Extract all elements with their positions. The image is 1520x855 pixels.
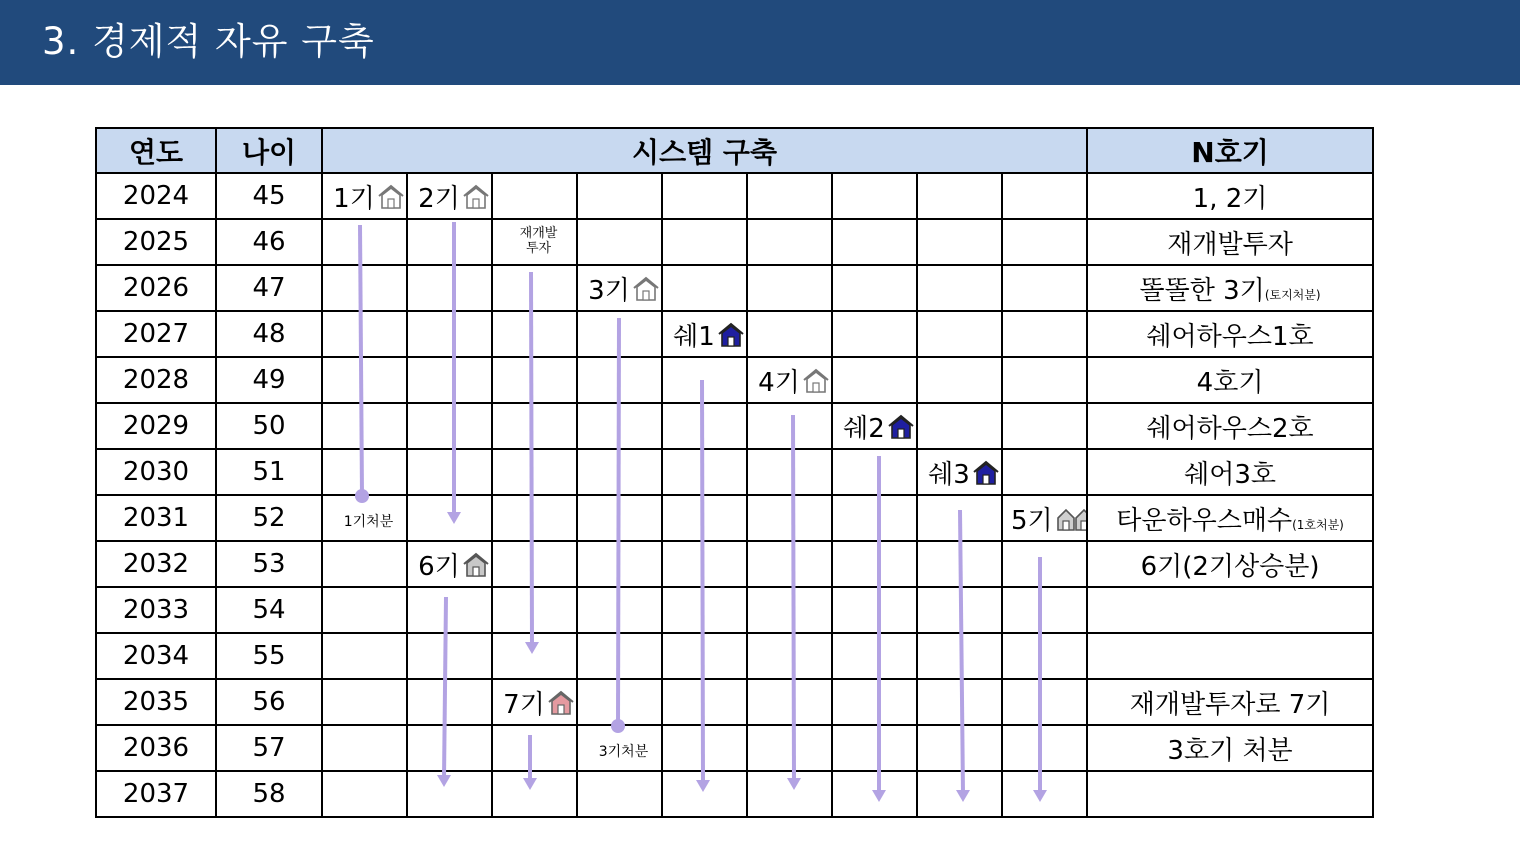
nth-cell xyxy=(1087,771,1373,817)
house-outline-icon xyxy=(803,365,829,395)
system-cell xyxy=(832,679,917,725)
system-cell xyxy=(322,311,407,357)
system-cell xyxy=(322,219,407,265)
system-cell xyxy=(322,173,407,219)
system-cell xyxy=(492,725,577,771)
header-age: 나이 xyxy=(216,128,322,173)
system-cell xyxy=(322,265,407,311)
share2-tag xyxy=(843,408,914,445)
header-year: 연도 xyxy=(96,128,216,173)
system-cell xyxy=(577,173,662,219)
system-cell xyxy=(662,403,747,449)
nth-cell xyxy=(1087,357,1373,403)
unit2-tag-label: 2기 xyxy=(418,183,460,214)
system-cell xyxy=(917,633,1002,679)
table-row xyxy=(96,541,1373,587)
system-cell xyxy=(832,633,917,679)
system-cell xyxy=(1002,587,1087,633)
system-cell xyxy=(577,725,662,771)
nth-cell xyxy=(1087,587,1373,633)
system-cell xyxy=(492,357,577,403)
header-system: 시스템 구축 xyxy=(322,128,1087,173)
system-cell xyxy=(492,587,577,633)
system-cell xyxy=(577,311,662,357)
nth-text: 3호기 처분 xyxy=(1167,735,1293,766)
system-cell xyxy=(747,403,832,449)
unit3-tag xyxy=(588,270,659,307)
year-cell: 2036 xyxy=(96,725,216,771)
system-cell xyxy=(1002,679,1087,725)
system-cell xyxy=(917,173,1002,219)
system-cell xyxy=(407,495,492,541)
table-row xyxy=(96,449,1373,495)
schedule-table-container xyxy=(95,127,1371,811)
table-row xyxy=(96,357,1373,403)
system-cell xyxy=(662,541,747,587)
unit5-tag xyxy=(1011,500,1087,537)
system-cell xyxy=(1002,725,1087,771)
table-row xyxy=(96,771,1373,817)
system-cell xyxy=(492,679,577,725)
system-cell xyxy=(492,403,577,449)
system-cell xyxy=(832,265,917,311)
system-cell xyxy=(747,357,832,403)
system-cell xyxy=(577,357,662,403)
table-header-row xyxy=(96,128,1373,173)
house-pink-icon xyxy=(548,687,574,717)
system-cell xyxy=(577,403,662,449)
system-cell xyxy=(662,587,747,633)
system-cell xyxy=(322,495,407,541)
nth-text: 쉐어하우스1호 xyxy=(1146,321,1314,352)
header-nth: N호기 xyxy=(1087,128,1373,173)
system-cell xyxy=(577,495,662,541)
system-cell xyxy=(1002,541,1087,587)
system-cell xyxy=(917,495,1002,541)
system-cell xyxy=(407,541,492,587)
system-cell xyxy=(577,633,662,679)
house-gray-icon xyxy=(463,549,489,579)
age-cell: 54 xyxy=(216,587,322,633)
year-cell: 2027 xyxy=(96,311,216,357)
system-cell xyxy=(577,541,662,587)
age-cell: 55 xyxy=(216,633,322,679)
system-cell xyxy=(577,449,662,495)
system-cell xyxy=(662,449,747,495)
unit3-tag-label: 3기 xyxy=(588,275,630,306)
system-cell xyxy=(747,725,832,771)
system-cell xyxy=(1002,173,1087,219)
system-cell xyxy=(832,495,917,541)
system-cell xyxy=(662,679,747,725)
nth-text: 재개발투자로 7기 xyxy=(1129,689,1331,720)
system-cell xyxy=(917,265,1002,311)
system-cell xyxy=(577,587,662,633)
age-cell: 45 xyxy=(216,173,322,219)
system-cell xyxy=(832,541,917,587)
system-cell xyxy=(917,357,1002,403)
year-cell: 2028 xyxy=(96,357,216,403)
system-cell xyxy=(322,679,407,725)
nth-subtext: (1호처분) xyxy=(1292,517,1344,532)
nth-text: 1, 2기 xyxy=(1192,183,1268,214)
redevelopment-note xyxy=(520,226,558,256)
table-row xyxy=(96,633,1373,679)
system-cell xyxy=(917,403,1002,449)
system-cell xyxy=(1002,403,1087,449)
system-cell xyxy=(322,633,407,679)
unit1-tag xyxy=(333,178,404,215)
system-cell xyxy=(662,495,747,541)
nth-text: 4호기 xyxy=(1196,367,1264,398)
system-cell xyxy=(407,219,492,265)
system-cell xyxy=(747,449,832,495)
system-cell xyxy=(322,449,407,495)
year-cell: 2035 xyxy=(96,679,216,725)
system-cell xyxy=(577,771,662,817)
house-outline-icon xyxy=(463,181,489,211)
system-cell xyxy=(577,265,662,311)
year-cell: 2037 xyxy=(96,771,216,817)
system-cell xyxy=(917,679,1002,725)
system-cell xyxy=(917,449,1002,495)
system-cell xyxy=(832,403,917,449)
system-cell xyxy=(917,771,1002,817)
unit5-label: 5기 xyxy=(1011,505,1053,536)
share2-tag-label: 쉐2 xyxy=(843,413,885,444)
system-cell xyxy=(832,219,917,265)
system-cell xyxy=(917,587,1002,633)
table-row xyxy=(96,265,1373,311)
nth-text: 재개발투자 xyxy=(1167,229,1293,260)
redev-line2: 투자 xyxy=(525,240,552,256)
system-cell xyxy=(917,725,1002,771)
system-cell xyxy=(492,173,577,219)
age-cell: 47 xyxy=(216,265,322,311)
table-row xyxy=(96,725,1373,771)
system-cell xyxy=(407,679,492,725)
table-row xyxy=(96,173,1373,219)
system-cell xyxy=(662,771,747,817)
table-row xyxy=(96,311,1373,357)
table-row xyxy=(96,219,1373,265)
system-cell xyxy=(662,311,747,357)
system-cell xyxy=(407,173,492,219)
nth-cell xyxy=(1087,173,1373,219)
unit6-tag-label: 6기 xyxy=(418,551,460,582)
nth-text: 쉐어하우스2호 xyxy=(1146,413,1314,444)
age-cell: 52 xyxy=(216,495,322,541)
system-cell xyxy=(1002,633,1087,679)
nth-subtext: (토지처분) xyxy=(1264,287,1321,302)
table-row xyxy=(96,679,1373,725)
system-cell xyxy=(662,173,747,219)
share1-tag-label: 쉐1 xyxy=(673,321,715,352)
system-cell xyxy=(1002,495,1087,541)
system-cell xyxy=(322,403,407,449)
system-cell xyxy=(492,541,577,587)
system-cell xyxy=(492,633,577,679)
system-cell xyxy=(1002,357,1087,403)
nth-cell xyxy=(1087,725,1373,771)
house-blue-icon xyxy=(973,457,999,487)
system-cell xyxy=(492,311,577,357)
system-cell xyxy=(1002,449,1087,495)
system-cell xyxy=(747,173,832,219)
nth-cell xyxy=(1087,495,1373,541)
unit4-tag-label: 4기 xyxy=(758,367,800,398)
year-cell: 2032 xyxy=(96,541,216,587)
system-cell xyxy=(577,679,662,725)
year-cell: 2030 xyxy=(96,449,216,495)
system-cell xyxy=(407,403,492,449)
share3-tag-label: 쉐3 xyxy=(928,459,970,490)
nth-cell xyxy=(1087,311,1373,357)
system-cell xyxy=(917,219,1002,265)
nth-text: 쉐어3호 xyxy=(1184,459,1276,490)
system-cell xyxy=(747,265,832,311)
nth-cell xyxy=(1087,265,1373,311)
age-cell: 49 xyxy=(216,357,322,403)
nth-cell xyxy=(1087,449,1373,495)
system-cell xyxy=(577,219,662,265)
system-cell xyxy=(407,357,492,403)
house-blue-icon xyxy=(888,411,914,441)
system-cell xyxy=(917,541,1002,587)
year-cell: 2024 xyxy=(96,173,216,219)
system-cell xyxy=(492,219,577,265)
unit7-tag-label: 7기 xyxy=(503,689,545,720)
nth-text: 6기(2기상승분) xyxy=(1140,551,1320,582)
system-cell xyxy=(322,771,407,817)
system-cell xyxy=(1002,219,1087,265)
system-cell xyxy=(747,311,832,357)
system-cell xyxy=(747,633,832,679)
system-cell xyxy=(407,449,492,495)
year-cell: 2034 xyxy=(96,633,216,679)
year-cell: 2033 xyxy=(96,587,216,633)
age-cell: 48 xyxy=(216,311,322,357)
system-cell xyxy=(832,725,917,771)
system-cell xyxy=(917,311,1002,357)
system-cell xyxy=(832,357,917,403)
table-row xyxy=(96,403,1373,449)
unit1-tag-label: 1기 xyxy=(333,183,375,214)
unit4-tag xyxy=(758,362,829,399)
system-cell xyxy=(832,311,917,357)
system-cell xyxy=(407,265,492,311)
unit7-tag xyxy=(503,684,574,721)
table-row xyxy=(96,495,1373,541)
system-cell xyxy=(662,357,747,403)
system-cell xyxy=(322,587,407,633)
house-outline-icon xyxy=(633,273,659,303)
year-cell: 2029 xyxy=(96,403,216,449)
nth-cell xyxy=(1087,633,1373,679)
system-cell xyxy=(747,541,832,587)
system-cell xyxy=(1002,311,1087,357)
age-cell: 51 xyxy=(216,449,322,495)
system-cell xyxy=(747,587,832,633)
sell1-note: 1기처분 xyxy=(343,514,394,530)
system-cell xyxy=(492,449,577,495)
age-cell: 58 xyxy=(216,771,322,817)
system-cell xyxy=(1002,771,1087,817)
nth-cell xyxy=(1087,541,1373,587)
age-cell: 56 xyxy=(216,679,322,725)
schedule-table xyxy=(95,127,1374,818)
system-cell xyxy=(832,587,917,633)
system-cell xyxy=(322,357,407,403)
year-cell: 2026 xyxy=(96,265,216,311)
system-cell xyxy=(662,725,747,771)
share3-tag xyxy=(928,454,999,491)
system-cell xyxy=(407,771,492,817)
age-cell: 53 xyxy=(216,541,322,587)
system-cell xyxy=(747,679,832,725)
system-cell xyxy=(1002,265,1087,311)
system-cell xyxy=(322,725,407,771)
nth-text: 타운하우스매수 xyxy=(1116,505,1293,536)
system-cell xyxy=(407,587,492,633)
house-outline-icon xyxy=(378,181,404,211)
age-cell: 46 xyxy=(216,219,322,265)
system-cell xyxy=(662,219,747,265)
sell3-note: 3기처분 xyxy=(598,744,649,760)
age-cell: 57 xyxy=(216,725,322,771)
page-title: 3. 경제적 자유 구축 xyxy=(42,20,375,63)
system-cell xyxy=(407,725,492,771)
redev-line1: 재개발 xyxy=(519,225,558,241)
age-cell: 50 xyxy=(216,403,322,449)
year-cell: 2025 xyxy=(96,219,216,265)
system-cell xyxy=(747,219,832,265)
system-cell xyxy=(492,495,577,541)
year-cell: 2031 xyxy=(96,495,216,541)
nth-cell xyxy=(1087,219,1373,265)
system-cell xyxy=(662,265,747,311)
system-cell xyxy=(407,311,492,357)
system-cell xyxy=(322,541,407,587)
system-cell xyxy=(492,771,577,817)
nth-cell xyxy=(1087,403,1373,449)
system-cell xyxy=(492,265,577,311)
unit2-tag xyxy=(418,178,489,215)
townhouse-icon xyxy=(1056,503,1087,533)
system-cell xyxy=(407,633,492,679)
system-cell xyxy=(747,495,832,541)
nth-cell xyxy=(1087,679,1373,725)
system-cell xyxy=(832,771,917,817)
house-blue-icon xyxy=(718,319,744,349)
system-cell xyxy=(832,449,917,495)
system-cell xyxy=(832,173,917,219)
nth-text: 똘똘한 3기 xyxy=(1139,275,1265,306)
table-row xyxy=(96,587,1373,633)
system-cell xyxy=(747,771,832,817)
system-cell xyxy=(662,633,747,679)
share1-tag xyxy=(673,316,744,353)
unit6-tag xyxy=(418,546,489,583)
